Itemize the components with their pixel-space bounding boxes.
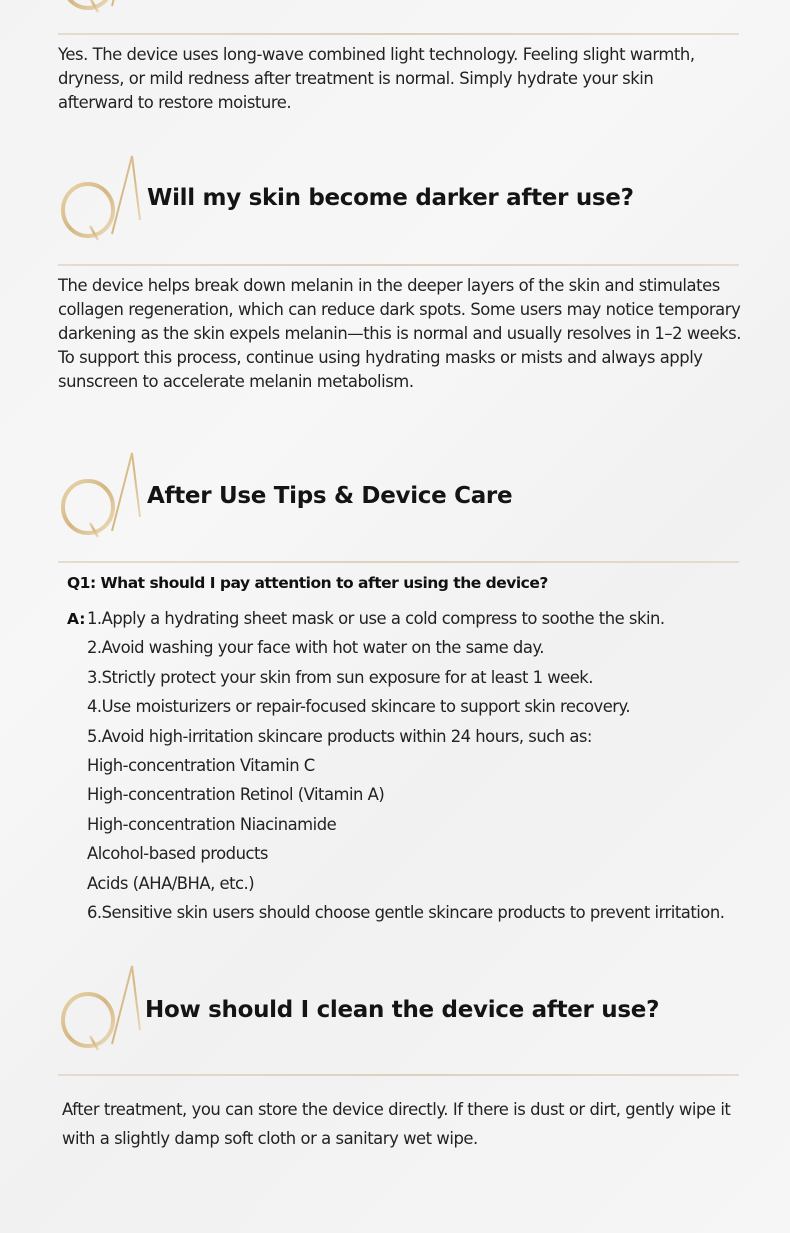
heading-clean-device: How should I clean the device after use? bbox=[145, 997, 660, 1023]
heading-after-use-tips: After Use Tips & Device Care bbox=[147, 483, 513, 509]
answer-clean-device bbox=[62, 1095, 730, 1153]
list-item: Acids (AHA/BHA, etc.) bbox=[87, 873, 255, 893]
answer-line: with a slightly damp soft cloth or a sanitary wet wipe. bbox=[62, 1129, 478, 1148]
qa-monogram-icon bbox=[60, 152, 146, 244]
answer-line: collagen regeneration, which can reduce dark spots. Some users may notice temporary bbox=[58, 300, 741, 319]
answer-line: Yes. The device uses long-wave combined light technology. Feeling slight warmth, bbox=[58, 45, 695, 64]
list-item: High-concentration Retinol (Vitamin A) bbox=[87, 785, 385, 805]
question-q1: Q1: What should I pay attention to after using the device? bbox=[67, 574, 548, 592]
list-item: 2.Avoid washing your face with hot water on the same day. bbox=[87, 638, 544, 658]
qa-monogram-icon bbox=[60, 449, 146, 541]
list-item: High-concentration Niacinamide bbox=[87, 814, 337, 834]
list-item: 5.Avoid high-irritation skincare products within 24 hours, such as: bbox=[87, 726, 592, 746]
qa-monogram-icon bbox=[60, 962, 146, 1054]
section-divider bbox=[58, 33, 739, 35]
answer-line: afterward to restore moisture. bbox=[58, 93, 292, 112]
qa-monogram-icon bbox=[60, 0, 146, 16]
answer-line: After treatment, you can store the device directly. If there is dust or dirt, gently wipe it bbox=[62, 1100, 731, 1119]
heading-darker-skin: Will my skin become darker after use? bbox=[147, 185, 634, 211]
section-divider bbox=[58, 264, 739, 266]
list-item: 1.Apply a hydrating sheet mask or use a cold compress to soothe the skin. bbox=[87, 609, 665, 628]
answer-warmth bbox=[58, 43, 695, 115]
list-item: Alcohol-based products bbox=[87, 844, 268, 864]
list-item: 6.Sensitive skin users should choose gentle skincare products to prevent irritation. bbox=[87, 903, 725, 923]
answer-line: darkening as the skin expels melanin—this is normal and usually resolves in 1–2 weeks. bbox=[58, 324, 741, 343]
answer-label: A: bbox=[67, 610, 86, 628]
answer-line: sunscreen to accelerate melanin metabolism. bbox=[58, 372, 414, 391]
section-divider bbox=[58, 561, 739, 563]
list-item: 3.Strictly protect your skin from sun exposure for at least 1 week. bbox=[87, 667, 593, 687]
list-item: High-concentration Vitamin C bbox=[87, 756, 315, 776]
answer-line: The device helps break down melanin in the deeper layers of the skin and stimulates bbox=[58, 276, 720, 295]
answer-line: dryness, or mild redness after treatment is normal. Simply hydrate your skin bbox=[58, 69, 654, 88]
aftercare-list bbox=[87, 604, 724, 927]
list-item: 4.Use moisturizers or repair-focused skincare to support skin recovery. bbox=[87, 697, 631, 717]
section-divider bbox=[58, 1074, 739, 1076]
answer-line: To support this process, continue using hydrating masks or mists and always apply bbox=[58, 348, 703, 367]
answer-darker-skin bbox=[58, 274, 741, 394]
